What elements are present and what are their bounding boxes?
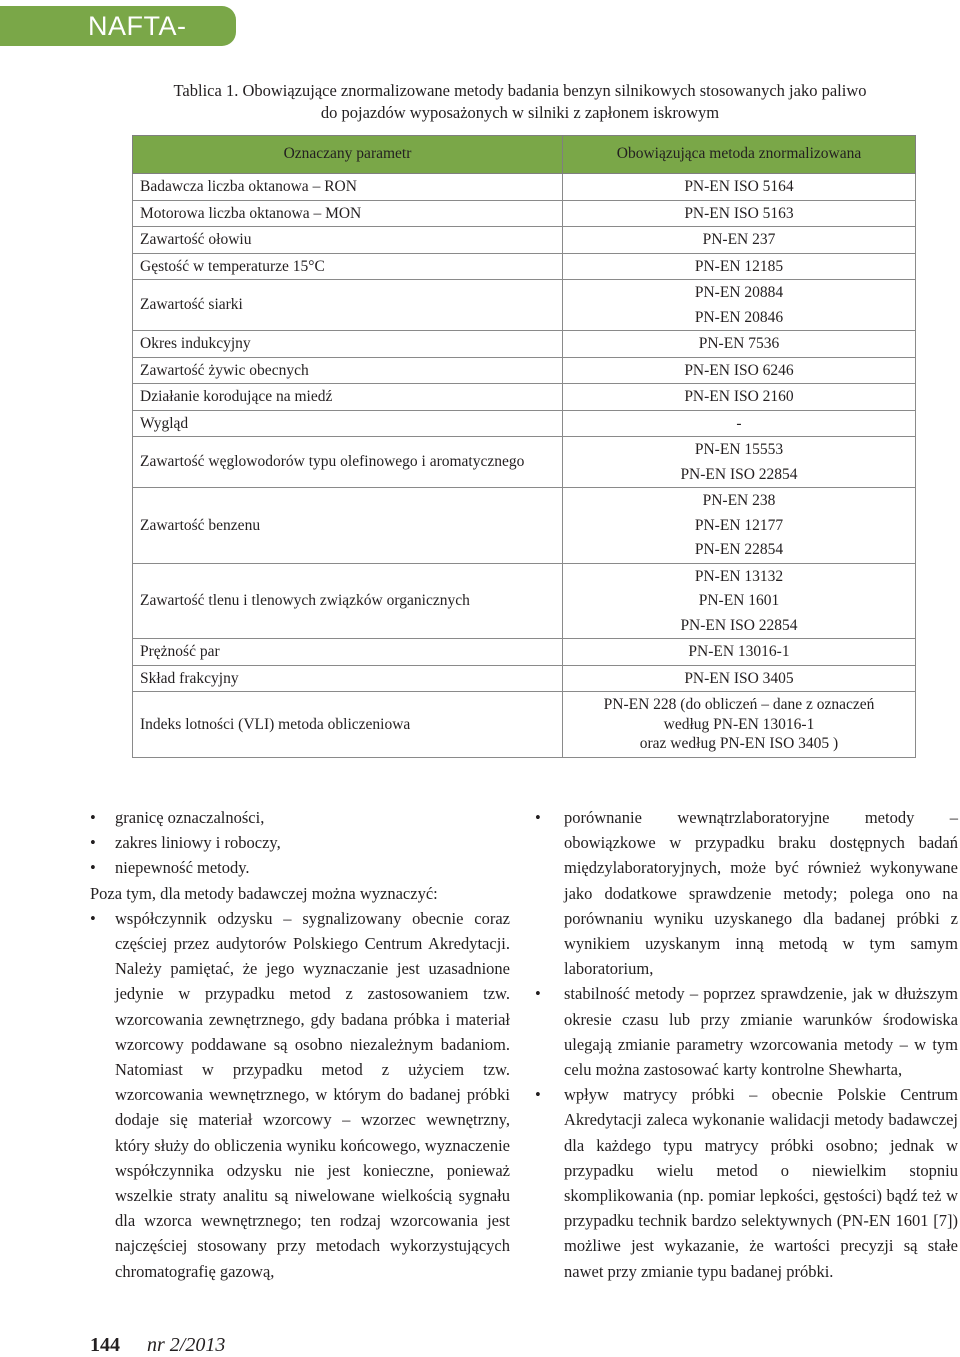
- method-line: PN-EN 22854: [694, 541, 784, 558]
- method-line: PN-EN 13132: [694, 567, 784, 585]
- table-header-row: [133, 136, 916, 174]
- journal-name-tab: NAFTA-GAZ: [0, 6, 236, 46]
- parameter-cell: Motorowa liczba oktanowa – MON: [133, 200, 563, 227]
- method-line: PN-EN 7536: [698, 335, 780, 352]
- list-item: • zakres liniowy i roboczy,: [90, 830, 510, 855]
- method-line: PN-EN 20884: [694, 284, 784, 301]
- list-item: • granicę oznaczalności,: [90, 805, 510, 830]
- left-bullets-bottom: [90, 906, 510, 1284]
- list-item: • porównanie wewnątrzlaboratoryjne metody – obowiązkowe w przypadku braku dostępnych badań międzylaboratoryjnych, może być również wykonywane jako dodatkowe sprawdzenie metody; polega ono na porównaniu wyniku uzyskanego dla badanej próbki z wynikiem uzyskanym inną metodą w tym samym laboratorium,: [535, 805, 958, 981]
- method-line: PN-EN 1601: [698, 592, 780, 609]
- list-item: • współczynnik odzysku – sygnalizowany obecnie coraz częściej przez audytorów Polskiego Centrum Akredytacji. Należy pamiętać, że jego wyznaczanie jest uzasadnione jedynie w przypadku metod z zastosowaniem tzw. wzorcowania zewnętrznego, gdy badana próbka i materiał wzorcowy poddawane są osobno niezależnym badaniom. Natomiast w przypadku metod z użyciem tzw. wzorcowania wewnętrznego, w którym do badanej próbki dodaje się materiał wzorcowy – wzorzec wewnętrzny, który służy do obliczenia wyniku końcowego, wyznaczenie współczynnika odzysku nie jest konieczne, ponieważ wszelkie straty analitu są niwelowane wielkością sygnału dla wzorca wewnętrznego; ten rodzaj wzorcowania jest najczęściej stosowany przy metodach wykorzystujących chromatografię gazową,: [90, 906, 510, 1284]
- method-cell: [563, 280, 916, 331]
- table-row: [133, 692, 916, 758]
- parameter-cell: Skład frakcyjny: [133, 665, 563, 692]
- table-row: [133, 200, 916, 227]
- method-cell: [563, 357, 916, 384]
- method-line: PN-EN ISO 22854: [680, 465, 798, 483]
- parameter-cell: Zawartość żywic obecnych: [133, 357, 563, 384]
- method-cell: [563, 639, 916, 666]
- parameter-cell: Zawartość ołowiu: [133, 227, 563, 254]
- method-line: oraz według PN-EN ISO 3405 ): [639, 735, 839, 752]
- table-row: [133, 639, 916, 666]
- methods-table: [132, 135, 916, 758]
- method-line: PN-EN ISO 5163: [684, 204, 794, 222]
- parameter-cell: Okres indukcyjny: [133, 331, 563, 358]
- caption-line-1: Tablica 1. Obowiązujące znormalizowane metody badania benzyn silnikowych stosowanych jako paliwo: [173, 81, 867, 100]
- list-item: • wpływ matrycy próbki – obecnie Polskie Centrum Akredytacji zaleca wykonanie walidacji metody badawczej dla każdego typu matrycy próbki osobno; jednak w przypadku wielu metod o niewielkim stopniu skomplikowania (np. pomiar lepkości, gęstości) bądź też w przypadku technik bardzo selektywnych (PN-EN 1601 [7]) możliwe jest wykazanie, że wartości precyzji są stałe nawet przy zmianie typu badanej próbki.: [535, 1082, 958, 1284]
- left-column: [90, 805, 510, 1284]
- method-line: PN-EN ISO 5164: [684, 178, 794, 195]
- parameter-cell: Zawartość siarki: [133, 280, 563, 331]
- table-caption: [120, 80, 920, 124]
- parameter-cell: Badawcza liczba oktanowa – RON: [133, 174, 563, 201]
- method-cell: [563, 200, 916, 227]
- method-cell: [563, 692, 916, 758]
- table-row: [133, 174, 916, 201]
- table-row: [133, 227, 916, 254]
- table-row: [133, 437, 916, 488]
- method-line: PN-EN ISO 22854: [680, 616, 798, 634]
- parameter-cell: Prężność par: [133, 639, 563, 666]
- caption-line-2: do pojazdów wyposażonych w silniki z zapłonem iskrowym: [320, 103, 720, 122]
- method-cell: [563, 384, 916, 411]
- header-parameter: Oznaczany parametr: [133, 136, 563, 174]
- issue-label: nr 2/2013: [147, 1334, 226, 1356]
- table-row: [133, 331, 916, 358]
- left-bullets-top: [90, 805, 510, 881]
- page-footer: [90, 1334, 225, 1357]
- list-item: • stabilność metody – poprzez sprawdzenie, jak w dłuższym okresie czasu lub przy zmianie warunków środowiska ulegają zmianie parametry wzorcowania metody – w tym celu można zastosować karty kontrolne Shewharta,: [535, 981, 958, 1082]
- right-column: [535, 805, 958, 1284]
- method-line: PN-EN 15553: [694, 441, 784, 458]
- table-row: [133, 384, 916, 411]
- method-line: -: [736, 414, 742, 432]
- method-cell: [563, 410, 916, 437]
- table-row: [133, 253, 916, 280]
- parameter-cell: Zawartość benzenu: [133, 488, 563, 564]
- table-row: [133, 357, 916, 384]
- parameter-cell: Wygląd: [133, 410, 563, 437]
- table-body: [133, 174, 916, 758]
- method-line: PN-EN 237: [702, 231, 776, 248]
- parameter-cell: Gęstość w temperaturze 15°C: [133, 253, 563, 280]
- parameter-cell: Działanie korodujące na miedź: [133, 384, 563, 411]
- table-row: [133, 665, 916, 692]
- parameter-cell: Indeks lotności (VLI) metoda obliczeniowa: [133, 692, 563, 758]
- table-row: [133, 563, 916, 639]
- method-cell: [563, 227, 916, 254]
- method-cell: [563, 665, 916, 692]
- method-line: według PN-EN 13016-1: [663, 715, 815, 733]
- method-line: PN-EN ISO 2160: [684, 388, 794, 405]
- method-cell: [563, 253, 916, 280]
- method-cell: [563, 488, 916, 564]
- table-row: [133, 410, 916, 437]
- method-line: PN-EN ISO 3405: [684, 669, 794, 687]
- method-line: PN-EN 20846: [694, 308, 784, 326]
- left-paragraph: Poza tym, dla metody badawczej można wyznaczyć:: [90, 883, 438, 903]
- list-item: • niepewność metody.: [90, 855, 510, 880]
- header-method: Obowiązująca metoda znormalizowana: [563, 136, 916, 174]
- method-line: PN-EN 12177: [694, 516, 784, 534]
- method-cell: [563, 174, 916, 201]
- table-row: [133, 280, 916, 331]
- method-line: PN-EN 13016-1: [688, 643, 790, 660]
- page-number: 144: [90, 1334, 120, 1356]
- parameter-cell: Zawartość tlenu i tlenowych związków organicznych: [133, 563, 563, 639]
- method-line: PN-EN 238: [702, 492, 776, 509]
- method-line: PN-EN 228 (do obliczeń – dane z oznaczeń: [603, 696, 875, 713]
- parameter-cell: Zawartość węglowodorów typu olefinowego i aromatycznego: [133, 437, 563, 488]
- right-bullets: [535, 805, 958, 1284]
- method-cell: [563, 437, 916, 488]
- method-cell: [563, 331, 916, 358]
- method-line: PN-EN ISO 6246: [684, 361, 794, 379]
- table-row: [133, 488, 916, 564]
- method-cell: [563, 563, 916, 639]
- method-line: PN-EN 12185: [694, 257, 784, 275]
